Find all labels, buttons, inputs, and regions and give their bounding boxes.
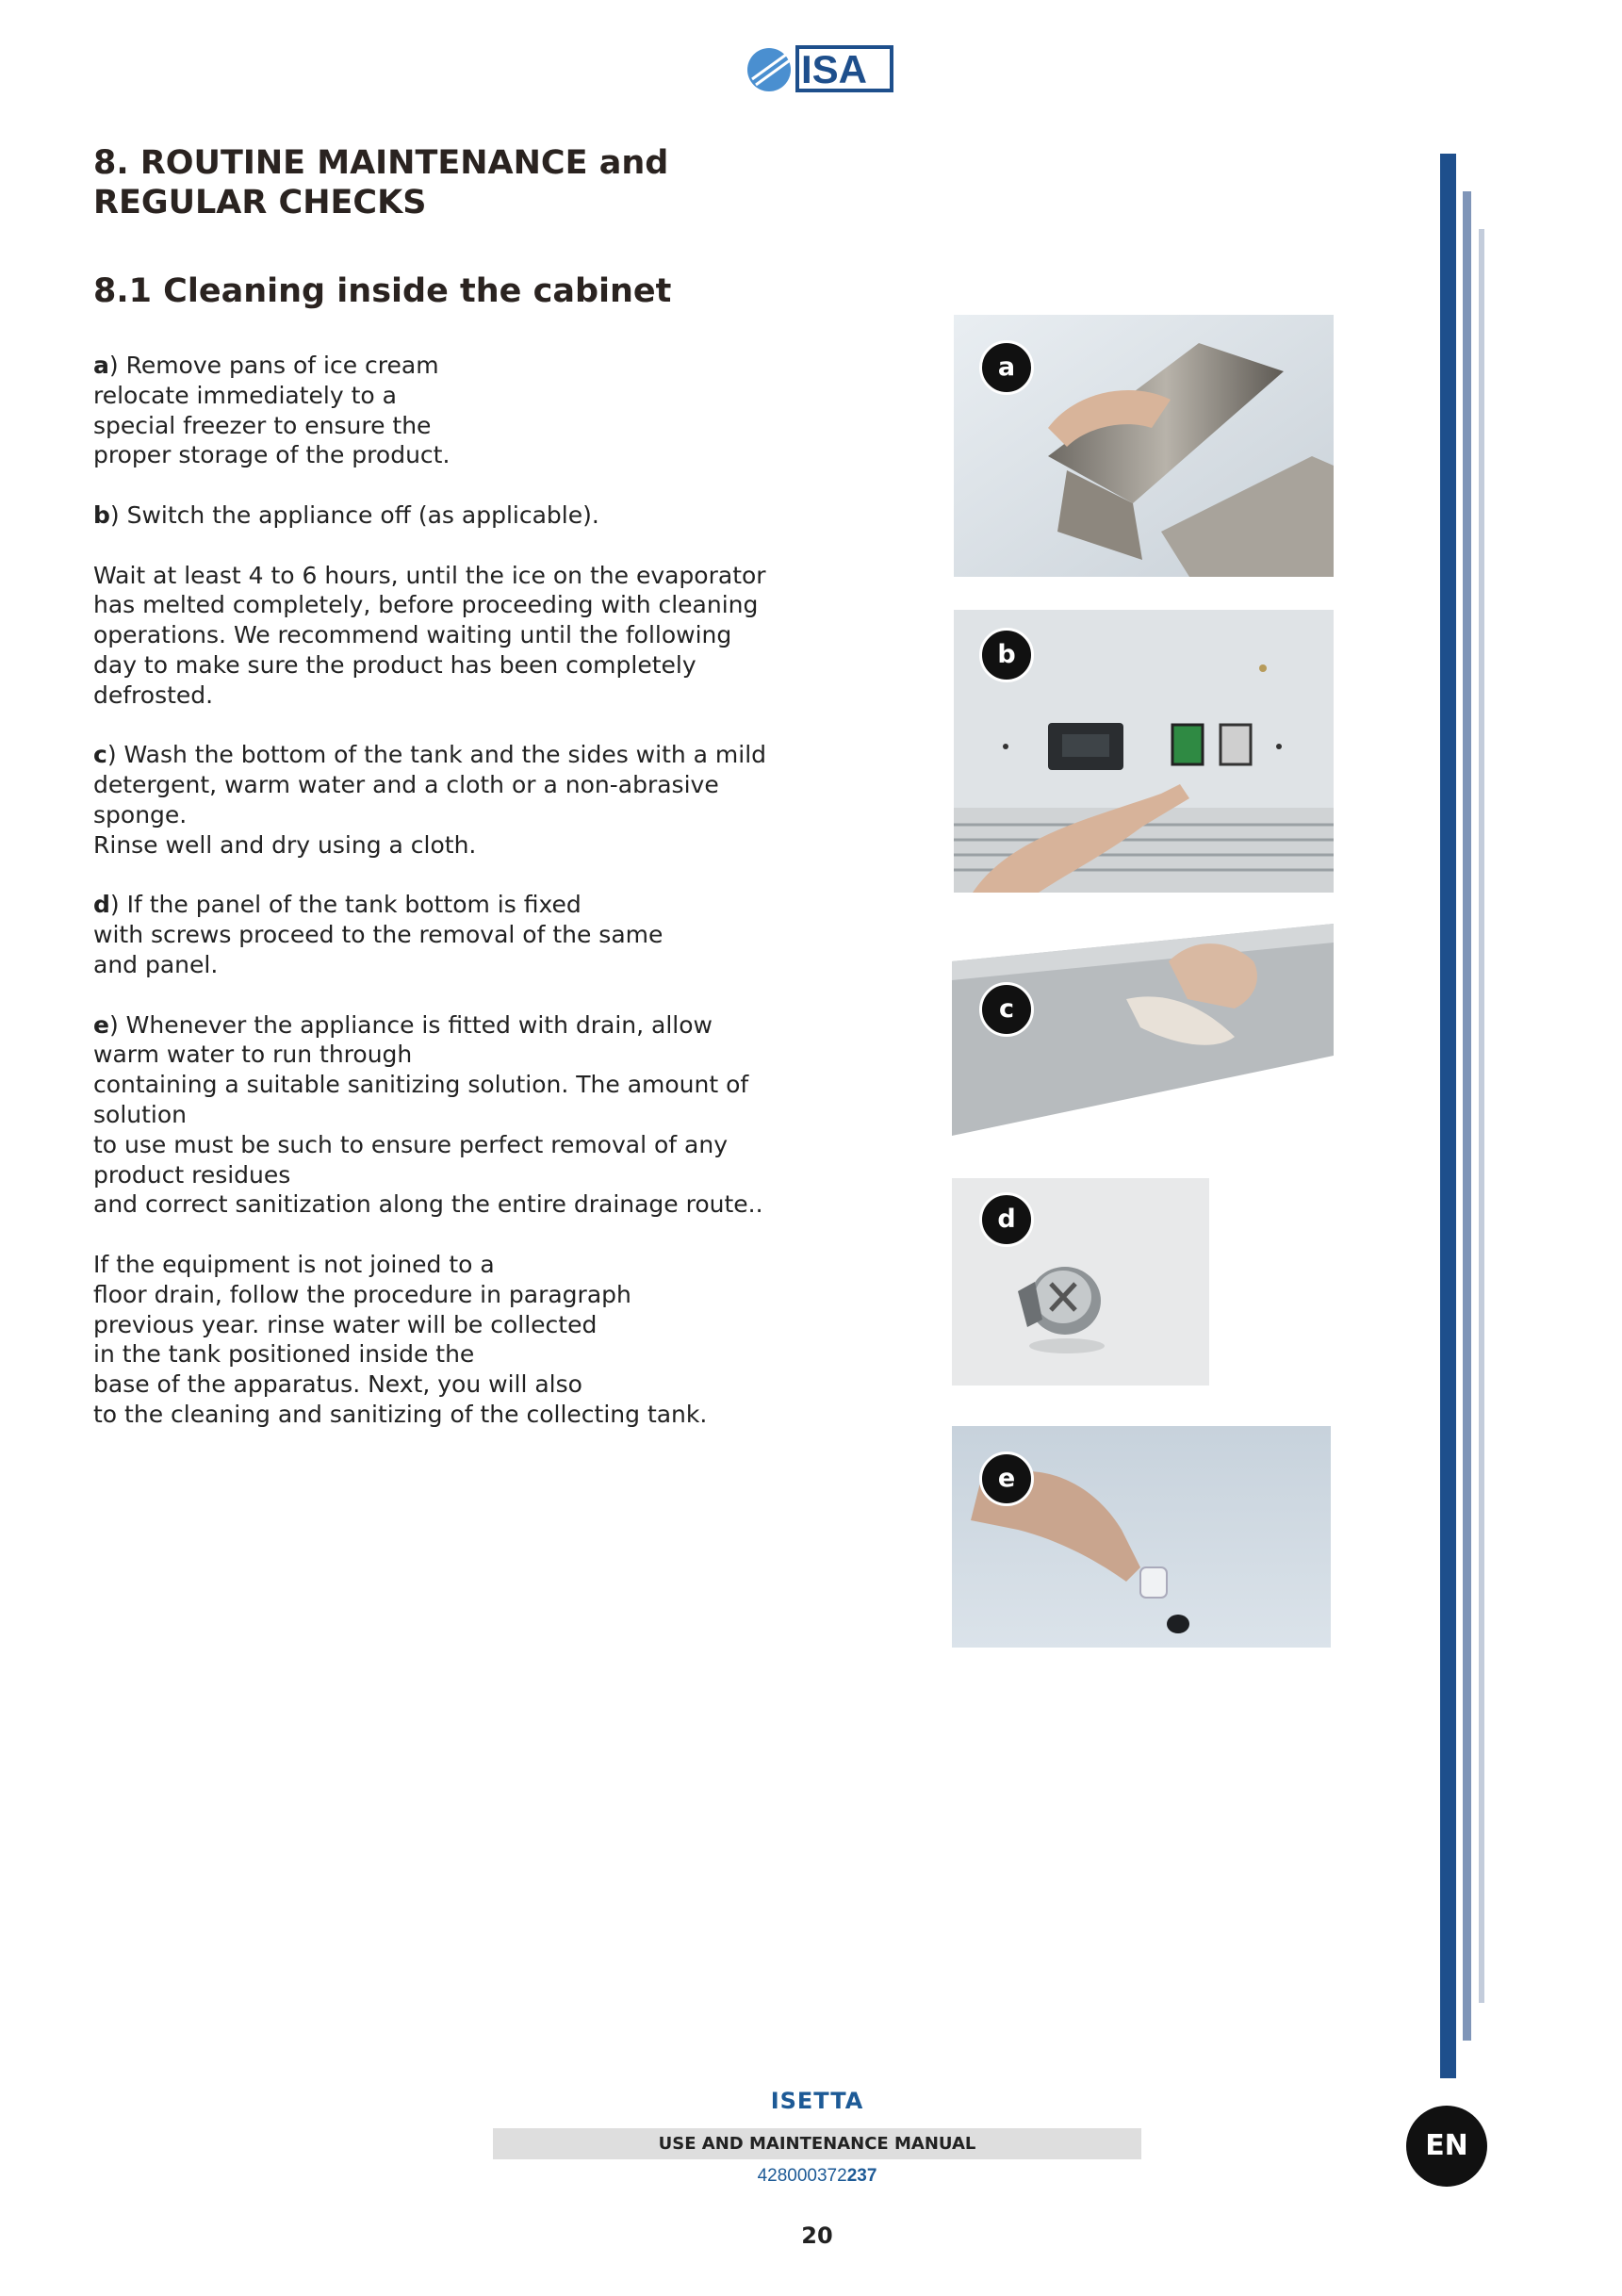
section-title-line2: REGULAR CHECKS — [93, 184, 427, 221]
drain-note: If the equipment is not joined to a floor drain, follow the procedure in paragraph previous year. rinse water will be collected in the tank positioned inside the base of the apparatus. Next, you will also to the cleaning and sanitizing of the collecting tank. — [93, 1250, 708, 1428]
footer-manual-title: USE AND MAINTENANCE MANUAL — [493, 2128, 1141, 2159]
section-title-line1: 8. ROUTINE MAINTENANCE and — [93, 144, 669, 182]
language-badge: EN — [1406, 2106, 1487, 2187]
subsection-title: 8.1 Cleaning inside the cabinet — [93, 272, 672, 310]
photo-badge-a: a — [979, 340, 1034, 395]
step-a: a) Remove pans of ice cream relocate immediately to a special freezer to ensure the proper storage of the product. — [93, 352, 451, 469]
section-title — [93, 143, 810, 222]
photo-badge-b: b — [979, 628, 1034, 682]
photo-badge-d: d — [979, 1192, 1034, 1247]
footer-code-prefix: 428000372 — [757, 2166, 847, 2186]
decorative-bar-primary — [1440, 154, 1456, 2078]
logo-text: ISA — [801, 47, 868, 91]
footer-document-code — [493, 2166, 1141, 2187]
instructions — [93, 351, 847, 1459]
step-c: c) Wash the bottom of the tank and the sides with a mild detergent, warm water and a cloth or a non-abrasive sponge. Rinse well and dry using a cloth. — [93, 741, 767, 859]
wait-note: Wait at least 4 to 6 hours, until the ice on the evaporator has melted completely, before proceeding with cleaning operations. We recommend waiting until the following day to make sure the product has been completely defrosted. — [93, 561, 766, 709]
step-d: d) If the panel of the tank bottom is fixed with screws proceed to the removal of the same and panel. — [93, 891, 664, 978]
step-b: b) Switch the appliance off (as applicable). — [93, 500, 599, 529]
step-e: e) Whenever the appliance is fitted with drain, allow warm water to run through containing a suitable sanitizing solution. The amount of solution to use must be such to ensure perfect removal of any product residues and correct sanitization along the entire drainage route.. — [93, 1010, 763, 1219]
footer-product-name: ISETTA — [770, 2088, 864, 2114]
footer-code-suffix: 237 — [846, 2166, 877, 2186]
page-number: 20 — [801, 2222, 833, 2249]
photo-badge-c: c — [979, 982, 1034, 1037]
decorative-bar-tertiary — [1479, 229, 1484, 2003]
isa-logo — [745, 41, 895, 94]
photo-badge-e: e — [979, 1451, 1034, 1506]
decorative-bar-secondary — [1463, 191, 1471, 2041]
